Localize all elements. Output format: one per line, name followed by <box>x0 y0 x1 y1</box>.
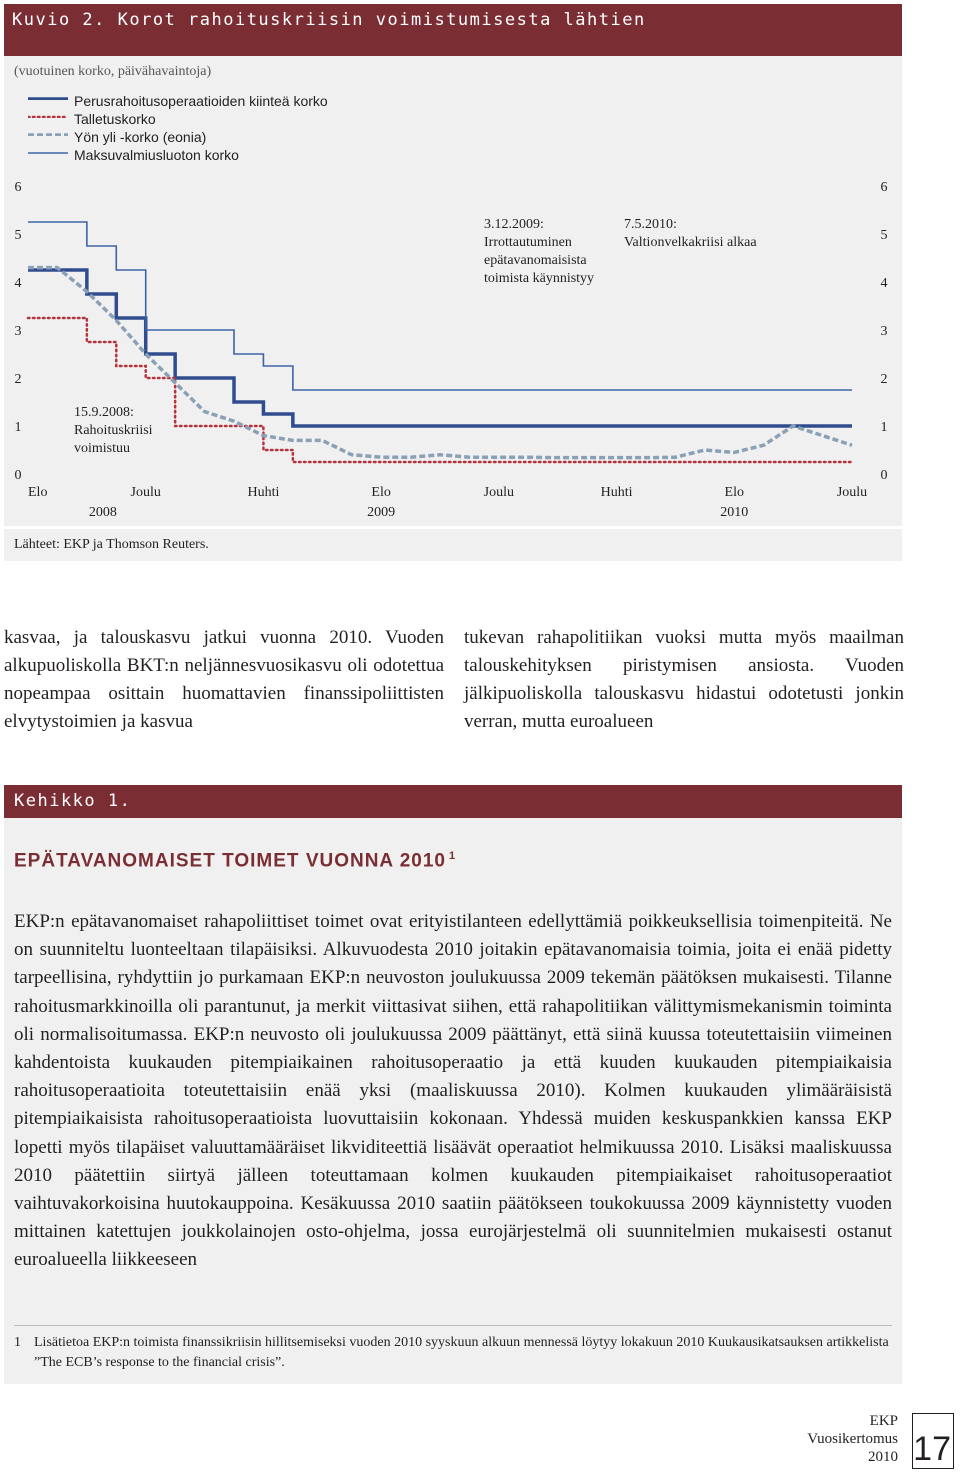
publication-brand <box>807 1412 898 1466</box>
chart-annotation: 7.5.2010: <box>624 217 677 232</box>
legend-label: Perusrahoitusoperaatioiden kiinteä korko <box>74 93 328 109</box>
x-tick-label-month: Huhti <box>247 485 280 500</box>
box-header: Kehikko 1. <box>4 785 902 818</box>
figure-subtitle: (vuotuinen korko, päivähavaintoja) <box>14 64 212 79</box>
chart-annotation: Valtionvelkakriisi alkaa <box>624 235 757 250</box>
x-tick-label-month: Joulu <box>483 485 515 500</box>
body-column-left: kasvaa, ja talouskasvu jatkui vuonna 2010. Vuoden alkupuoliskolla BKT:n neljännesvuosikasvu oli odotettua nopeampaa osittain huomattavien finanssipoliittisten elvytystoimien ja kasvua <box>4 627 444 732</box>
interest-rate-chart <box>4 176 902 526</box>
legend-swatch-dotted <box>28 114 68 118</box>
brand-ekp: EKP <box>869 1413 898 1429</box>
box-body-text: EKP:n epätavanomaiset rahapoliittiset toimet ovat erityistilanteen edellyttämiä poikkeuksellisia toimenpiteitä. Ne on suunniteltu luonteeltaan tilapäisiksi. Alkuvuodesta 2010 joitakin epätavanomaisia toimia, joita ei enää pidetty tarpeellisina, ryhdyttiin jo purkamaan EKP:n neuvoston joulukuussa 2009 tekemän päätöksen mukaisesti. Tilanne rahoitusmarkkinoilla oli parantunut, ja merkit viittasivat siihen, että rahapolitiikan välittymismekanismin toiminta oli normalisoitumassa. EKP:n neuvosto oli joulukuussa 2009 päättänyt, että siinä kuussa toteutettaisiin viimeinen kahdentoista kuukauden pitempiaikainen rahoitusoperaatio ja että kuuden kuukauden pitempiaikaisia rahoitusoperaatioita toteutettaisiin enää yksi (maaliskuussa 2010). Kolmen kuukauden ylimääräisistä pitempiaikaisista rahoitusoperaatioista luovuttaisiin kokonaan. Yhdessä muiden keskuspankkien kanssa EKP lopetti myös tilapäiset valuuttamääräiset likviditeettiä lisäävät operaatiot helmikuussa 2010. Lisäksi maaliskuussa 2010 päätettiin siirtyä jälleen toteuttamaan kolmen kuukauden pitempiaikaiset rahoitusoperaatiot vaihtuvakorkoisina huutokauppoina. Kesäkuussa 2010 saatiin päätökseen toukokuussa 2009 käynnistetty vuoden mittainen katettujen joukkolainojen osto-ohjelma, jossa eurojärjestelmä oli suunnitelmien mukaisesti ostanut euroalueella liikkeeseen <box>14 911 892 1271</box>
y-tick-label-left: 0 <box>14 468 22 483</box>
y-tick-label-left: 6 <box>14 180 22 195</box>
y-tick-label-right: 0 <box>880 468 888 483</box>
y-tick-label-left: 3 <box>14 324 22 339</box>
figure-panel <box>4 56 902 526</box>
y-tick-label-right: 1 <box>880 420 888 435</box>
footnote-divider <box>14 1325 892 1326</box>
footnote-text: Lisätietoa EKP:n toimista finanssikriisin hillitsemiseksi vuoden 2010 syyskuun alkuun mennessä löytyy lokakuun 2010 Kuukausikatsauksen artikkelista ”The ECB’s response to the financial crisis”. <box>34 1335 889 1370</box>
x-tick-label-month: Elo <box>28 485 48 500</box>
chart-legend <box>28 94 358 166</box>
x-tick-label-year: 2008 <box>88 505 117 520</box>
x-tick-label-month: Joulu <box>836 485 868 500</box>
y-tick-label-right: 2 <box>880 372 888 387</box>
x-tick-label-month: Joulu <box>130 485 161 500</box>
chart-annotation: Irrottautuminen <box>484 235 572 250</box>
y-tick-label-left: 1 <box>14 420 22 435</box>
x-tick-label-year: 2010 <box>720 505 749 520</box>
chart-annotation: 15.9.2008: <box>74 405 134 420</box>
chart-annotation: toimista käynnistyy <box>484 271 595 286</box>
x-tick-label-month: Huhti <box>600 485 633 500</box>
y-tick-label-right: 4 <box>880 276 888 291</box>
chart-annotation: voimistuu <box>74 441 131 456</box>
brand-year: 2010 <box>868 1449 898 1465</box>
legend-swatch-solid-thick <box>28 96 68 100</box>
chart-annotation: epätavanomaisista <box>484 253 587 268</box>
series-line-solid-thick <box>28 270 852 426</box>
x-tick-label-year: 2009 <box>367 505 396 520</box>
legend-swatch-solid-thin <box>28 150 68 154</box>
footnote-marker: 1 <box>449 850 457 862</box>
box-title-text: EPÄTAVANOMAISET TOIMET VUONNA 2010 <box>14 850 446 872</box>
y-tick-label-left: 4 <box>14 276 22 291</box>
chart-annotation: Rahoituskriisi <box>74 423 153 438</box>
figure-title: Kuvio 2. Korot rahoituskriisin voimistumisesta lähtien <box>4 4 902 56</box>
body-column-right: tukevan rahapolitiikan vuoksi mutta myös maailman talouskehityksen piristymisen ansiosta. Vuoden jälkipuoliskolla talouskasvu hidastui odotetusti jonkin verran, mutta euroalueen <box>464 627 904 732</box>
figure-source: Lähteet: EKP ja Thomson Reuters. <box>4 529 902 561</box>
legend-label: Maksuvalmiusluoton korko <box>74 147 239 163</box>
legend-item-marginal <box>28 148 358 166</box>
footnote <box>14 1333 892 1373</box>
x-tick-label-month: Elo <box>724 485 745 500</box>
y-tick-label-right: 6 <box>880 180 888 195</box>
y-tick-label-left: 2 <box>14 372 22 387</box>
x-tick-label-month: Elo <box>371 485 391 500</box>
brand-report: Vuosikertomus <box>807 1431 898 1447</box>
legend-swatch-dashed <box>28 132 68 136</box>
y-tick-label-left: 5 <box>14 228 22 243</box>
footnote-number: 1 <box>14 1335 21 1350</box>
legend-label: Talletuskorko <box>74 111 156 127</box>
legend-label: Yön yli -korko (eonia) <box>74 129 207 145</box>
box-title <box>14 850 456 872</box>
y-tick-label-right: 3 <box>880 324 888 339</box>
y-tick-label-right: 5 <box>880 228 888 243</box>
page-number: 17 <box>912 1413 954 1469</box>
box-panel <box>4 818 902 1384</box>
chart-annotation: 3.12.2009: <box>484 217 544 232</box>
